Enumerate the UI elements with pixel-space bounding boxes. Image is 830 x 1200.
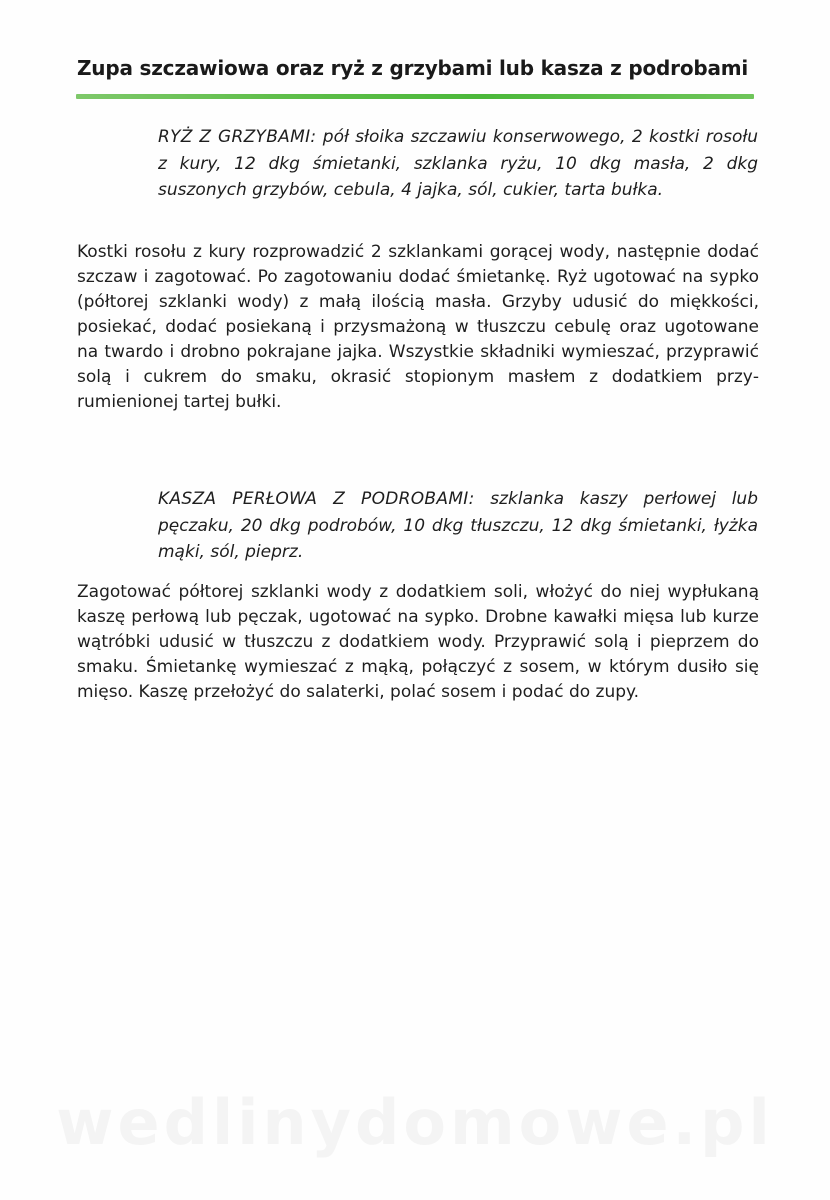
recipe-1-ingredients xyxy=(158,124,758,204)
title-underline xyxy=(76,94,754,99)
page-title: Zupa szczawiowa oraz ryż z grzybami lub kasza z podrobami xyxy=(77,56,749,80)
site-watermark: wedlinydomowe.pl xyxy=(56,1086,774,1159)
recipe-2-ingredient-list: szklanka kaszy perłowej lub pęczaku, 20 dkg podrobów, 10 dkg tłuszczu, 12 dkg śmietanki, łyżka mąki, sól, pieprz. xyxy=(158,489,758,562)
recipe-1-ingredient-list: pół słoika szczawiu konserwowego, 2 kostki rosołu z kury, 12 dkg śmietanki, szklanka ryżu, 10 dkg masła, 2 dkg suszonych grzybów, cebula, 4 jajka, sól, cukier, tarta bułka. xyxy=(158,127,759,200)
recipe-1-dish-name: RYŻ Z GRZYBAMI: xyxy=(158,127,317,147)
recipe-2-method: Zagotować półtorej szklanki wody z dodatkiem soli, włożyć do niej wypłukaną kaszę perłową lub pęczak, ugotować na sypko. Drobne kawałki mięsa lub kurze wątróbki udusić w tłuszczu z dodatkiem wody. Przyprawić solą i pieprzem do smaku. Śmietankę wymieszać z mąką, połączyć z sosem, w którym dusiło się mięso. Kaszę przełożyć do salaterki, polać sosem i podać do zupy. xyxy=(77,582,759,702)
recipe-2-dish-name: KASZA PERŁOWA Z PODROBAMI: xyxy=(158,489,475,509)
recipe-1-method: Kostki rosołu z kury rozprowadzić 2 szklankami gorącej wody, następnie dodać szczaw i zagotować. Po zagotowaniu dodać śmietankę. Ryż ugotować na sypko (półtorej szklanki wody) z małą ilością masła. Grzyby udusić do miękkości, posiekać, dodać posiekaną i przysmażoną w tłuszczu cebulę oraz ugotowane na twardo i drobno pokrajane jajka. Wszystkie składniki wymieszać, przyprawić solą i cukrem do smaku, okrasić stopionym masłem z dodatkiem przyrumienionej tartej bułki. xyxy=(77,242,759,412)
recipe-2-ingredients xyxy=(158,486,758,566)
